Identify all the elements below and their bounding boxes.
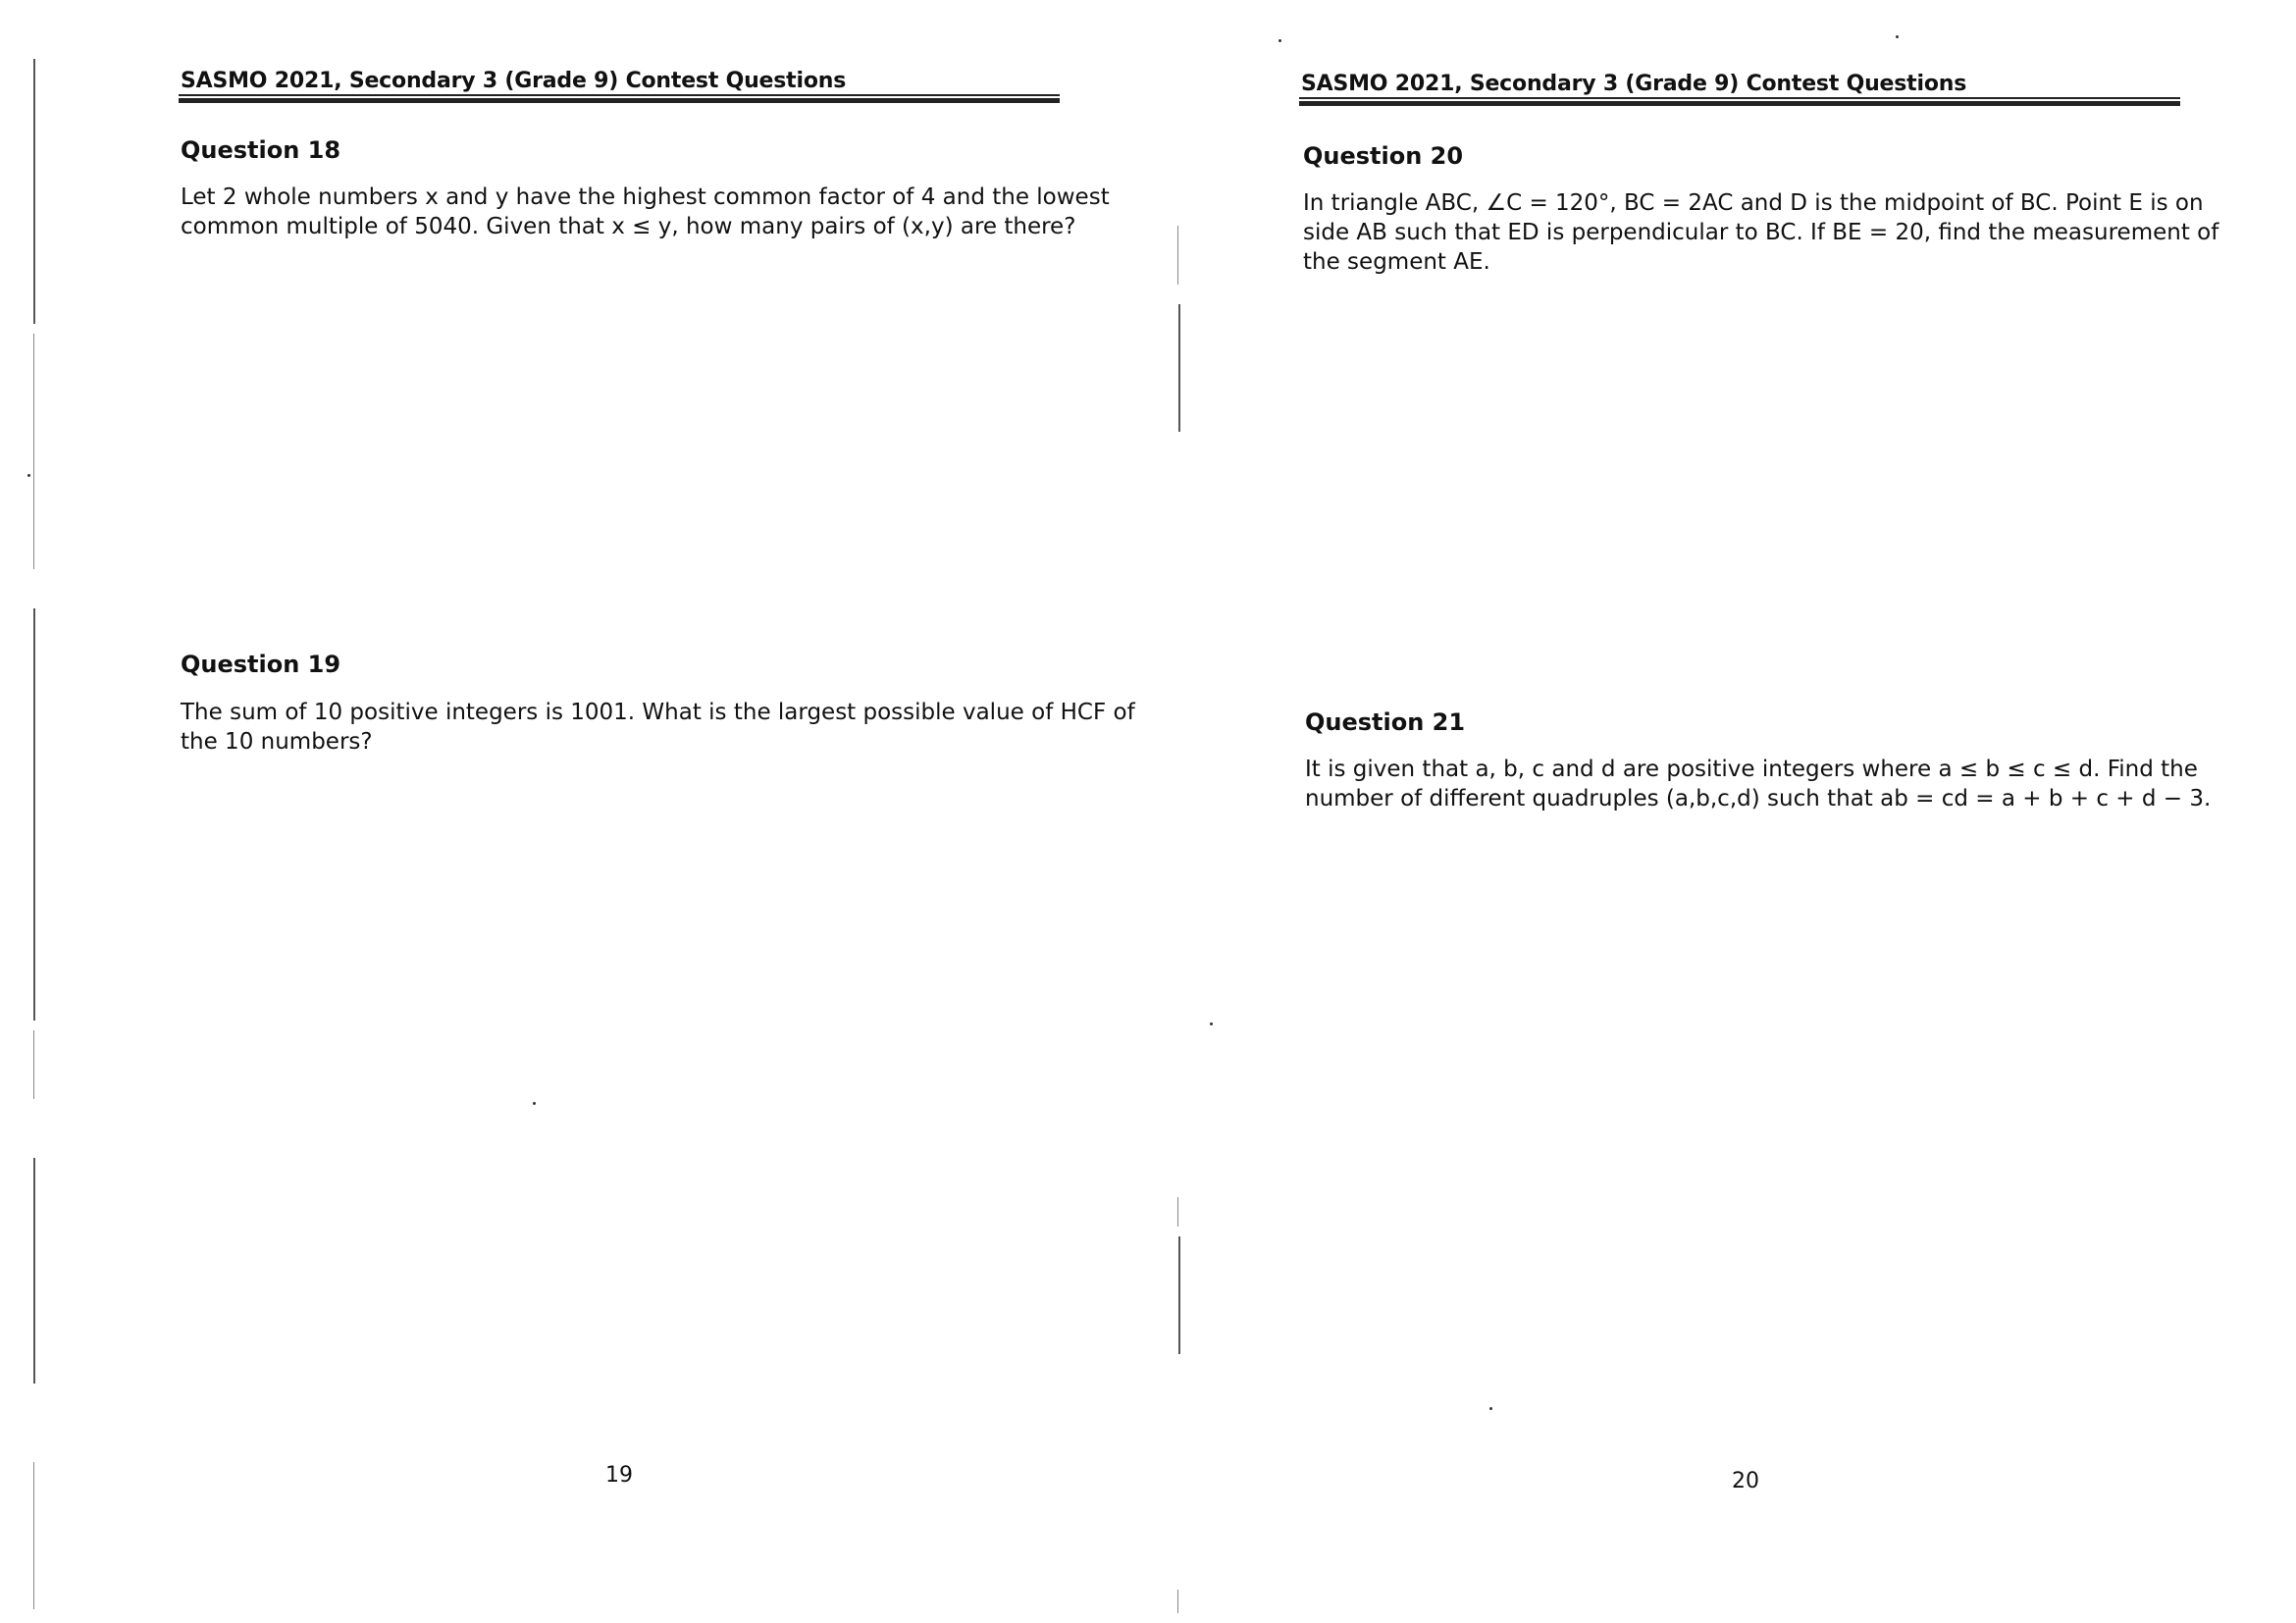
question-title: Question 21 [1305,708,1466,736]
question-title: Question 20 [1303,142,1464,170]
question-text-line: It is given that a, b, c and d are positive integers where a ≤ b ≤ c ≤ d. Find the [1305,757,2198,782]
question-text-line: the segment AE. [1303,249,1490,275]
page-header: SASMO 2021, Secondary 3 (Grade 9) Contest Questions [181,69,847,93]
question-text-line: Let 2 whole numbers x and y have the highest common factor of 4 and the lowest [181,184,1110,210]
page-header: SASMO 2021, Secondary 3 (Grade 9) Contest Questions [1301,72,1967,96]
question-text [181,183,1110,241]
right-page [1148,0,2296,1623]
page-number: 19 [605,1463,633,1488]
question-text-line: The sum of 10 positive integers is 1001. What is the largest possible value of HCF of [181,700,1135,725]
question-text-line: number of different quadruples (a,b,c,d) such that ab = cd = a + b + c + d − 3. [1305,786,2212,812]
question-text-line: In triangle ABC, ∠C = 120°, BC = 2AC and D is the midpoint of BC. Point E is on [1303,190,2204,216]
question-text [1303,188,2218,277]
header-rule [1299,97,2180,106]
question-text [181,698,1135,757]
page-number: 20 [1732,1469,1759,1493]
question-title: Question 18 [181,136,341,164]
question-title: Question 19 [181,651,341,678]
header-rule [179,94,1060,103]
question-text [1305,755,2211,813]
question-text-line: the 10 numbers? [181,729,373,755]
question-text-line: common multiple of 5040. Given that x ≤ y, how many pairs of (x,y) are there? [181,214,1076,239]
question-text-line: side AB such that ED is perpendicular to BC. If BE = 20, find the measurement of [1303,220,2219,245]
